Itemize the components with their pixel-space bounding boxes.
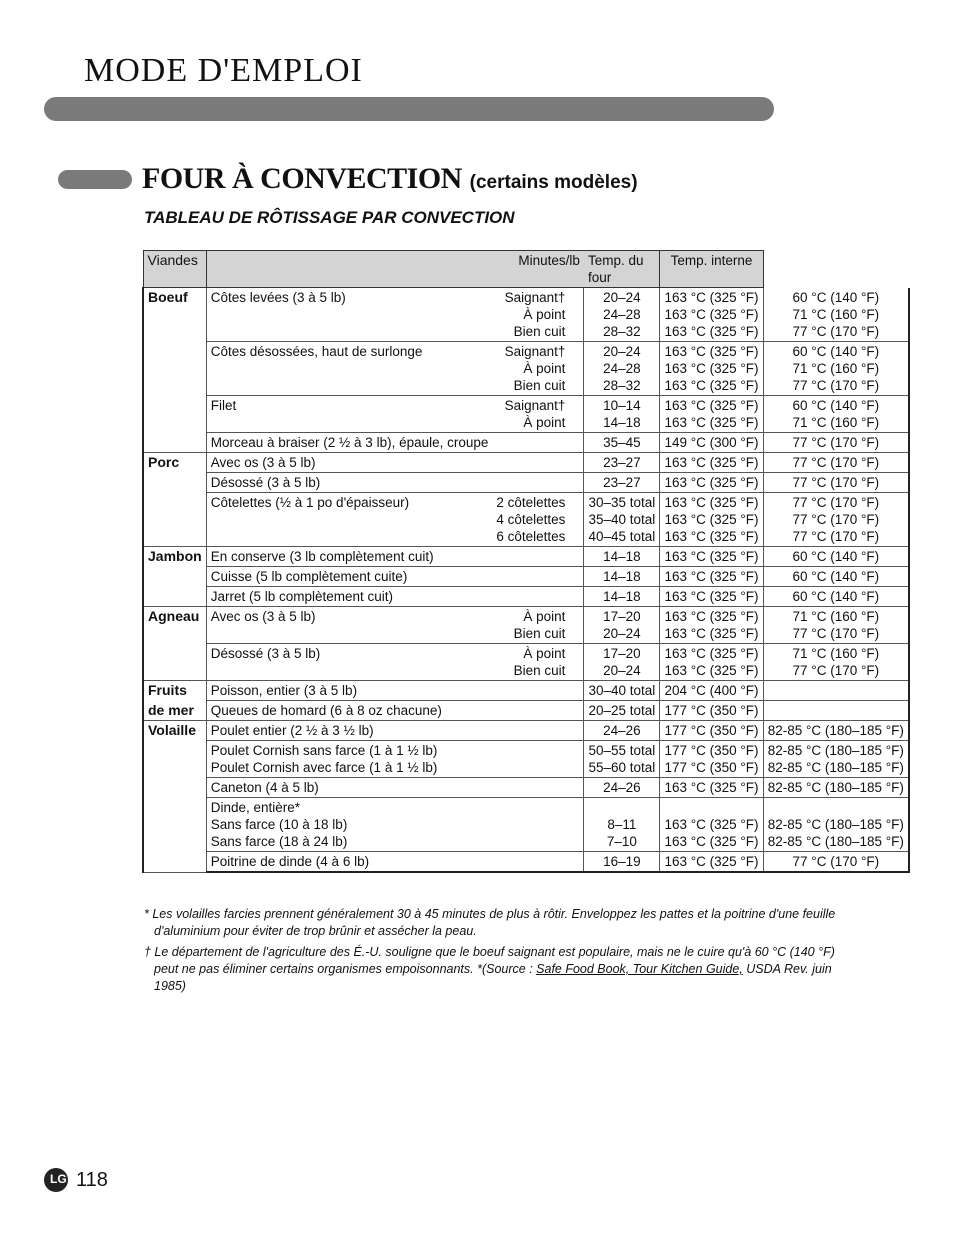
cut-cell: Poulet entier (2 ½ à 3 ½ lb) bbox=[206, 721, 492, 741]
internal-temp-cell: 60 °C (140 °F) bbox=[763, 567, 909, 587]
page-header-title: MODE D'EMPLOI bbox=[84, 52, 363, 89]
cut-cell: Côtes levées (3 à 5 lb) bbox=[206, 288, 492, 342]
minutes-cell: 20–24 24–28 28–32 bbox=[584, 342, 660, 396]
category-cell: Fruits bbox=[143, 681, 206, 701]
cut-cell: Poisson, entier (3 à 5 lb) bbox=[206, 681, 492, 701]
footnote-stuffed-poultry: * Les volailles farcies prennent généralement 30 à 45 minutes de plus à rôtir. Enveloppez les pattes et la poitrine d'une feuille d'aluminium pour éviter de trop brûnir et assécher la peau. bbox=[144, 907, 836, 938]
section-marker bbox=[58, 170, 132, 189]
table-row bbox=[143, 741, 909, 778]
internal-temp-cell bbox=[763, 681, 909, 701]
cut-cell: Côtes désossées, haut de surlonge bbox=[206, 342, 492, 396]
cut-cell: En conserve (3 lb complètement cuit) bbox=[206, 547, 492, 567]
internal-temp-cell: 60 °C (140 °F) 71 °C (160 °F) 77 °C (170 °F) bbox=[763, 342, 909, 396]
page-footer bbox=[44, 1168, 108, 1192]
table-row bbox=[143, 493, 909, 547]
category-cell bbox=[143, 493, 206, 547]
minutes-cell: 17–20 20–24 bbox=[584, 607, 660, 644]
internal-temp-cell: 77 °C (170 °F) bbox=[763, 473, 909, 493]
source-title: Safe Food Book, Tour Kitchen Guide, bbox=[536, 962, 743, 976]
cut-cell: Dinde, entière* Sans farce (10 à 18 lb) Sans farce (18 à 24 lb) bbox=[206, 798, 492, 852]
minutes-cell: 35–45 bbox=[584, 433, 660, 453]
section-title-subtitle: (certains modèles) bbox=[469, 172, 638, 193]
minutes-cell: 17–20 20–24 bbox=[584, 644, 660, 681]
category-cell bbox=[143, 342, 206, 396]
oven-temp-cell: 163 °C (325 °F) 163 °C (325 °F) 163 °C (325 °F) bbox=[660, 342, 763, 396]
table-row bbox=[143, 342, 909, 396]
doneness-cell bbox=[492, 852, 584, 873]
table-row bbox=[143, 288, 909, 342]
table-row bbox=[143, 567, 909, 587]
category-cell bbox=[143, 741, 206, 778]
internal-temp-cell: 77 °C (170 °F) 77 °C (170 °F) 77 °C (170 °F) bbox=[763, 493, 909, 547]
roasting-table bbox=[142, 250, 910, 873]
footnote-usda: † Le département de l'agriculture des É.-U. souligne que le boeuf saignant est populaire, mais ne le cuire qu'à 60 °C (140 °F) peut ne pas éliminer certains organismes empoisonnants. *(Source : Safe Food Book, Tour Kitchen Guide, USDA Rev. juin 1985) bbox=[144, 945, 835, 993]
minutes-cell: 30–40 total bbox=[584, 681, 660, 701]
cut-cell: Filet bbox=[206, 396, 492, 433]
table-row bbox=[143, 644, 909, 681]
table-body bbox=[143, 288, 909, 873]
oven-temp-cell: 163 °C (325 °F) 163 °C (325 °F) 163 °C (325 °F) bbox=[660, 288, 763, 342]
col-header-meats: Viandes bbox=[143, 251, 206, 288]
doneness-cell: Saignant† À point Bien cuit bbox=[492, 288, 584, 342]
internal-temp-cell: 77 °C (170 °F) bbox=[763, 453, 909, 473]
internal-temp-cell bbox=[763, 701, 909, 721]
minutes-cell: 14–18 bbox=[584, 587, 660, 607]
category-cell: Boeuf bbox=[143, 288, 206, 342]
table-row bbox=[143, 433, 909, 453]
doneness-cell bbox=[492, 681, 584, 701]
cut-cell: Désossé (3 à 5 lb) bbox=[206, 644, 492, 681]
oven-temp-cell: 177 °C (350 °F) 177 °C (350 °F) bbox=[660, 741, 763, 778]
category-cell bbox=[143, 798, 206, 852]
cut-cell: Jarret (5 lb complètement cuit) bbox=[206, 587, 492, 607]
minutes-cell: 20–24 24–28 28–32 bbox=[584, 288, 660, 342]
minutes-cell: 14–18 bbox=[584, 567, 660, 587]
category-cell bbox=[143, 852, 206, 873]
doneness-cell bbox=[492, 741, 584, 778]
cut-cell: Poitrine de dinde (4 à 6 lb) bbox=[206, 852, 492, 873]
minutes-cell: 10–14 14–18 bbox=[584, 396, 660, 433]
internal-temp-cell: 60 °C (140 °F) bbox=[763, 547, 909, 567]
table-row bbox=[143, 852, 909, 873]
table-row bbox=[143, 701, 909, 721]
doneness-cell bbox=[492, 567, 584, 587]
doneness-cell bbox=[492, 798, 584, 852]
col-header-minutes: Minutes/lb bbox=[206, 251, 584, 288]
cut-cell: Côtelettes (½ à 1 po d'épaisseur) bbox=[206, 493, 492, 547]
internal-temp-cell: 82-85 °C (180–185 °F) bbox=[763, 778, 909, 798]
category-cell: Agneau bbox=[143, 607, 206, 644]
oven-temp-cell: 163 °C (325 °F) bbox=[660, 567, 763, 587]
minutes-cell: 14–18 bbox=[584, 547, 660, 567]
table-row bbox=[143, 396, 909, 433]
oven-temp-cell: 163 °C (325 °F) 163 °C (325 °F) bbox=[660, 644, 763, 681]
internal-temp-cell: 71 °C (160 °F) 77 °C (170 °F) bbox=[763, 644, 909, 681]
oven-temp-cell: 163 °C (325 °F) 163 °C (325 °F) 163 °C (325 °F) bbox=[660, 493, 763, 547]
col-header-oven: Temp. du four bbox=[584, 251, 660, 288]
category-cell: de mer bbox=[143, 701, 206, 721]
category-cell bbox=[143, 778, 206, 798]
table-title: TABLEAU DE RÔTISSAGE PAR CONVECTION bbox=[144, 208, 515, 227]
table-row bbox=[143, 798, 909, 852]
minutes-cell: 16–19 bbox=[584, 852, 660, 873]
internal-temp-cell: 60 °C (140 °F) bbox=[763, 587, 909, 607]
page-number: 118 bbox=[76, 1168, 108, 1191]
oven-temp-cell: 163 °C (325 °F) bbox=[660, 852, 763, 873]
footnotes bbox=[144, 906, 889, 999]
oven-temp-cell: 163 °C (325 °F) 163 °C (325 °F) bbox=[660, 607, 763, 644]
category-cell: Porc bbox=[143, 453, 206, 473]
category-cell: Jambon bbox=[143, 547, 206, 567]
table-header-row bbox=[143, 251, 909, 288]
category-cell bbox=[143, 433, 206, 453]
section-title-main: FOUR À CONVECTION bbox=[142, 162, 462, 195]
oven-temp-cell: 163 °C (325 °F) bbox=[660, 453, 763, 473]
doneness-cell: Saignant† À point bbox=[492, 396, 584, 433]
lg-logo-icon: LG bbox=[44, 1168, 68, 1192]
oven-temp-cell: 163 °C (325 °F) bbox=[660, 778, 763, 798]
section-title bbox=[142, 162, 638, 196]
minutes-cell: 50–55 total 55–60 total bbox=[584, 741, 660, 778]
header-bar bbox=[44, 97, 774, 121]
table-row bbox=[143, 473, 909, 493]
cut-cell: Cuisse (5 lb complètement cuite) bbox=[206, 567, 492, 587]
oven-temp-cell: 163 °C (325 °F) bbox=[660, 587, 763, 607]
doneness-cell: À point Bien cuit bbox=[492, 607, 584, 644]
table-row bbox=[143, 681, 909, 701]
cut-cell: Avec os (3 à 5 lb) bbox=[206, 607, 492, 644]
cut-cell: Caneton (4 à 5 lb) bbox=[206, 778, 492, 798]
category-cell bbox=[143, 587, 206, 607]
doneness-cell: Saignant† À point Bien cuit bbox=[492, 342, 584, 396]
category-cell bbox=[143, 473, 206, 493]
internal-temp-cell: 77 °C (170 °F) bbox=[763, 433, 909, 453]
doneness-cell bbox=[492, 587, 584, 607]
doneness-cell: 2 côtelettes 4 côtelettes 6 côtelettes bbox=[492, 493, 584, 547]
doneness-cell bbox=[492, 453, 584, 473]
doneness-cell bbox=[492, 433, 584, 453]
oven-temp-cell: 177 °C (350 °F) bbox=[660, 701, 763, 721]
internal-temp-cell: 60 °C (140 °F) 71 °C (160 °F) bbox=[763, 396, 909, 433]
minutes-cell: 20–25 total bbox=[584, 701, 660, 721]
col-header-internal: Temp. interne bbox=[660, 251, 763, 288]
minutes-cell: 24–26 bbox=[584, 778, 660, 798]
category-cell bbox=[143, 644, 206, 681]
oven-temp-cell: 163 °C (325 °F) bbox=[660, 473, 763, 493]
internal-temp-cell: 82-85 °C (180–185 °F) bbox=[763, 721, 909, 741]
doneness-cell bbox=[492, 701, 584, 721]
category-cell: Volaille bbox=[143, 721, 206, 741]
doneness-cell bbox=[492, 721, 584, 741]
internal-temp-cell: 82-85 °C (180–185 °F) 82-85 °C (180–185 °F) bbox=[763, 798, 909, 852]
table-row bbox=[143, 547, 909, 567]
table-row bbox=[143, 607, 909, 644]
cut-cell: Poulet Cornish sans farce (1 à 1 ½ lb) Poulet Cornish avec farce (1 à 1 ½ lb) bbox=[206, 741, 492, 778]
internal-temp-cell: 60 °C (140 °F) 71 °C (160 °F) 77 °C (170 °F) bbox=[763, 288, 909, 342]
cut-cell: Avec os (3 à 5 lb) bbox=[206, 453, 492, 473]
table-row bbox=[143, 453, 909, 473]
oven-temp-cell: 163 °C (325 °F) 163 °C (325 °F) bbox=[660, 798, 763, 852]
doneness-cell bbox=[492, 473, 584, 493]
minutes-cell: 8–11 7–10 bbox=[584, 798, 660, 852]
category-cell bbox=[143, 396, 206, 433]
oven-temp-cell: 204 °C (400 °F) bbox=[660, 681, 763, 701]
oven-temp-cell: 149 °C (300 °F) bbox=[660, 433, 763, 453]
minutes-cell: 24–26 bbox=[584, 721, 660, 741]
cut-cell: Morceau à braiser (2 ½ à 3 lb), épaule, croupe bbox=[206, 433, 492, 453]
internal-temp-cell: 71 °C (160 °F) 77 °C (170 °F) bbox=[763, 607, 909, 644]
minutes-cell: 23–27 bbox=[584, 453, 660, 473]
doneness-cell bbox=[492, 547, 584, 567]
minutes-cell: 30–35 total 35–40 total 40–45 total bbox=[584, 493, 660, 547]
table-row bbox=[143, 721, 909, 741]
cut-cell: Queues de homard (6 à 8 oz chacune) bbox=[206, 701, 492, 721]
oven-temp-cell: 163 °C (325 °F) bbox=[660, 547, 763, 567]
internal-temp-cell: 77 °C (170 °F) bbox=[763, 852, 909, 873]
doneness-cell bbox=[492, 778, 584, 798]
oven-temp-cell: 163 °C (325 °F) 163 °C (325 °F) bbox=[660, 396, 763, 433]
cut-cell: Désossé (3 à 5 lb) bbox=[206, 473, 492, 493]
minutes-cell: 23–27 bbox=[584, 473, 660, 493]
table-row bbox=[143, 587, 909, 607]
category-cell bbox=[143, 567, 206, 587]
doneness-cell: À point Bien cuit bbox=[492, 644, 584, 681]
internal-temp-cell: 82-85 °C (180–185 °F) 82-85 °C (180–185 °F) bbox=[763, 741, 909, 778]
oven-temp-cell: 177 °C (350 °F) bbox=[660, 721, 763, 741]
table-row bbox=[143, 778, 909, 798]
